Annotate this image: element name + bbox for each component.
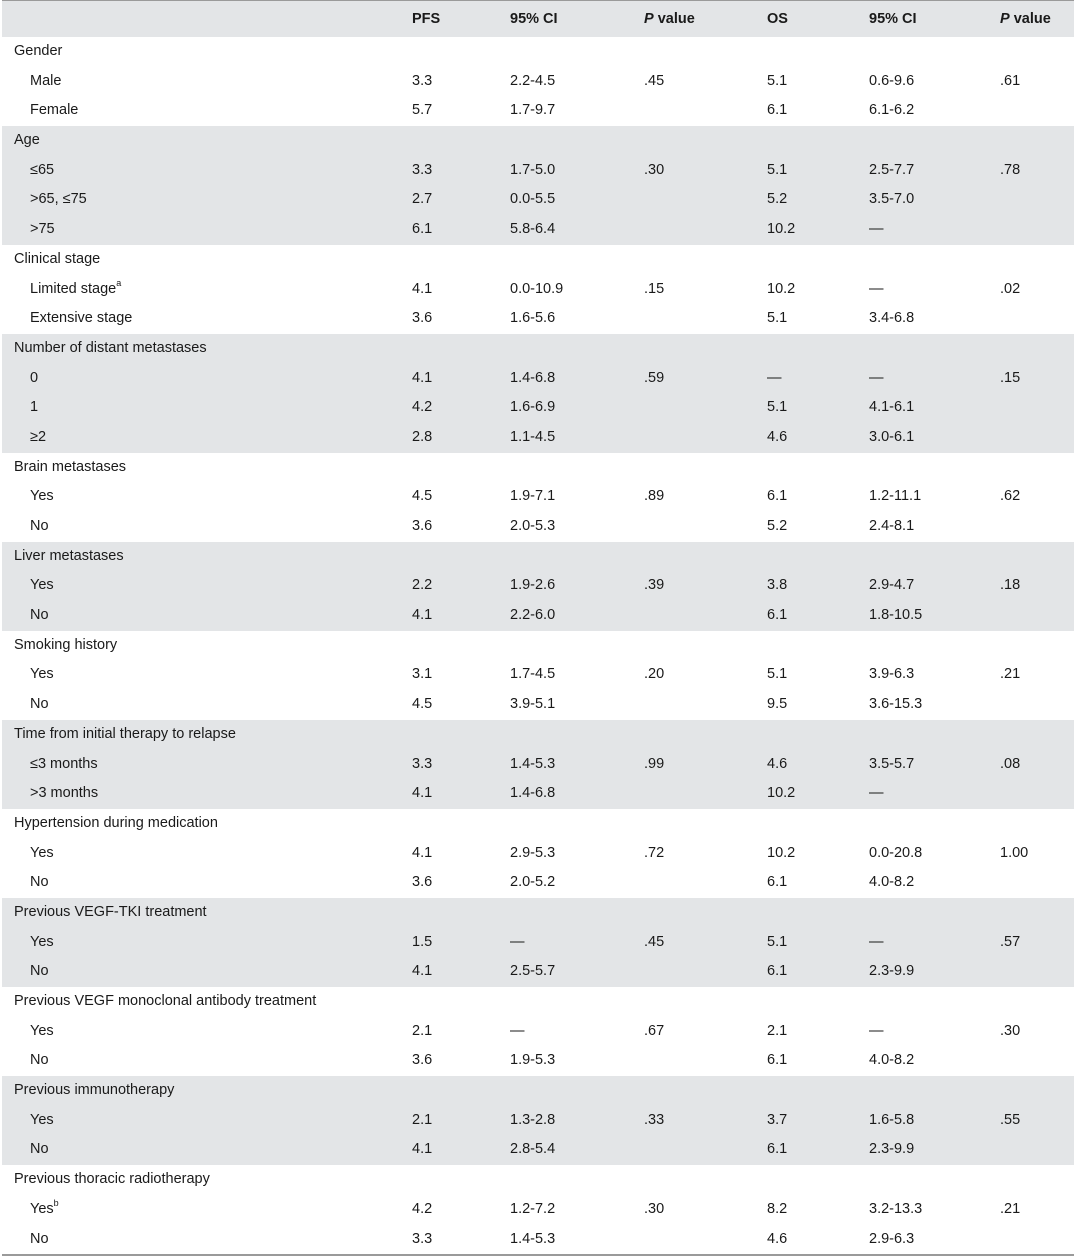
pfs-cell: 3.3 (412, 1230, 433, 1247)
os-cell: 10.2 (767, 785, 796, 802)
table-row (2, 304, 1074, 334)
pfs-p-cell: .39 (644, 577, 665, 594)
os-p-cell: .57 (1000, 933, 1021, 950)
row-label: Yes (30, 1111, 54, 1128)
pfs-ci-cell: 1.4-5.3 (510, 1230, 556, 1247)
group-title: Hypertension during medication (14, 814, 218, 831)
os-ci-cell: 3.6-15.3 (869, 696, 923, 713)
row-label-cell (30, 1046, 49, 1076)
pfs-p-cell: .89 (644, 488, 665, 505)
header-pfs-p-italic: P (644, 11, 654, 27)
row-label: Male (30, 72, 62, 89)
os-cell: 6.1 (767, 1141, 788, 1158)
table-row (2, 185, 1074, 215)
os-cell: 10.2 (767, 280, 796, 297)
pfs-ci-cell: 1.4-6.8 (510, 785, 556, 802)
table-group (2, 245, 1074, 334)
row-label-cell (30, 1017, 54, 1047)
row-label: 1 (30, 399, 39, 416)
group-title-row (2, 1165, 1074, 1195)
table-group (2, 453, 1074, 542)
table-row (2, 571, 1074, 601)
pfs-cell: 3.3 (412, 161, 433, 178)
pfs-cell: 4.1 (412, 607, 433, 624)
group-title: Previous VEGF monoclonal antibody treatment (14, 993, 317, 1009)
row-label-cell (30, 868, 49, 898)
os-cell: 6.1 (767, 102, 788, 119)
pfs-cell: 5.7 (412, 102, 433, 119)
os-ci-cell: — (869, 369, 884, 386)
header-os-p-italic: P (1000, 11, 1010, 27)
row-label-cell (30, 750, 98, 780)
row-label: No (30, 696, 49, 713)
table-row (2, 67, 1074, 97)
pfs-cell: 4.1 (412, 963, 433, 980)
pfs-cell: 4.2 (412, 399, 433, 416)
os-cell: 2.1 (767, 1022, 788, 1039)
pfs-cell: 3.6 (412, 874, 433, 891)
table-row (2, 96, 1074, 126)
row-label-cell (30, 304, 132, 334)
row-label-cell (30, 571, 54, 601)
group-title: Clinical stage (14, 250, 101, 267)
row-label: Yes (30, 933, 54, 950)
pfs-p-cell: .20 (644, 666, 665, 683)
pfs-ci-cell: 1.9-5.3 (510, 1052, 556, 1069)
pfs-ci-cell: 1.6-5.6 (510, 310, 556, 327)
group-title: Brain metastases (14, 458, 127, 475)
table-group (2, 809, 1074, 898)
os-p-cell: .21 (1000, 1200, 1021, 1217)
row-label-cell (30, 185, 87, 215)
row-label: ≥2 (30, 428, 47, 445)
group-title-row (2, 245, 1074, 275)
os-ci-cell: — (869, 221, 884, 238)
pfs-ci-cell: 1.9-7.1 (510, 488, 556, 505)
os-cell: 4.6 (767, 1230, 788, 1247)
row-label: No (30, 1141, 49, 1158)
os-cell: 5.1 (767, 310, 788, 327)
os-cell: 5.1 (767, 933, 788, 950)
table-group (2, 334, 1074, 453)
row-label: No (30, 607, 49, 624)
os-p-cell: .08 (1000, 755, 1021, 772)
os-cell: 9.5 (767, 696, 788, 713)
pfs-cell: 4.2 (412, 1200, 433, 1217)
pfs-cell: 4.1 (412, 785, 433, 802)
os-cell: 5.1 (767, 161, 788, 178)
group-title-row (2, 987, 1074, 1017)
group-title-row (2, 1076, 1074, 1106)
header-pfs-ci: 95% CI (510, 11, 558, 27)
row-label-cell (30, 364, 38, 394)
pfs-p-cell: .67 (644, 1022, 665, 1039)
row-label: >3 months (30, 785, 99, 802)
header-os-p-value (1000, 1, 1051, 37)
os-cell: 6.1 (767, 488, 788, 505)
row-label: No (30, 518, 49, 534)
pfs-cell: 3.6 (412, 518, 433, 534)
group-title-row (2, 453, 1074, 483)
row-label: >75 (30, 221, 55, 238)
table-header (2, 0, 1074, 37)
table-row (2, 868, 1074, 898)
footnote-marker: a (116, 277, 122, 288)
footnote-marker: b (53, 1197, 59, 1208)
os-cell: 5.1 (767, 72, 788, 89)
os-ci-cell: 4.0-8.2 (869, 874, 915, 891)
table-row (2, 364, 1074, 394)
pfs-cell: 3.6 (412, 310, 433, 327)
os-ci-cell: — (869, 1022, 884, 1039)
pfs-ci-cell: — (510, 933, 525, 950)
os-cell: 4.6 (767, 755, 788, 772)
table-row (2, 156, 1074, 186)
group-title-row (2, 334, 1074, 364)
row-label: No (30, 874, 49, 891)
os-cell: 5.2 (767, 518, 788, 534)
group-title: Time from initial therapy to relapse (14, 725, 236, 742)
row-label: Female (30, 102, 79, 119)
os-ci-cell: 2.9-6.3 (869, 1230, 915, 1247)
row-label: ≤65 (30, 161, 55, 178)
os-cell: 5.1 (767, 666, 788, 683)
os-cell: 3.7 (767, 1111, 788, 1128)
row-label: Limited stage (30, 280, 117, 297)
row-label-cell (30, 1195, 59, 1225)
pfs-p-cell: .45 (644, 72, 665, 89)
row-label-cell (30, 601, 49, 631)
row-label: >65, ≤75 (30, 191, 87, 208)
row-label-cell (30, 96, 78, 126)
row-label: Yes (30, 844, 54, 861)
table-row (2, 393, 1074, 423)
os-cell: 3.8 (767, 577, 788, 594)
header-os-p-rest: value (1009, 11, 1051, 27)
table-row (2, 601, 1074, 631)
pfs-cell: 3.1 (412, 666, 433, 683)
pfs-ci-cell: 1.7-4.5 (510, 666, 556, 683)
os-p-cell: .62 (1000, 488, 1021, 505)
row-label: 0 (30, 369, 39, 386)
pfs-ci-cell: 1.7-9.7 (510, 102, 556, 119)
group-title: Gender (14, 43, 63, 59)
group-title: Previous immunotherapy (14, 1082, 175, 1099)
os-p-cell: 1.00 (1000, 844, 1029, 861)
os-cell: 8.2 (767, 1200, 788, 1217)
pfs-p-cell: .30 (644, 1200, 665, 1217)
pfs-p-cell: .45 (644, 933, 665, 950)
os-cell: 10.2 (767, 844, 796, 861)
group-title: Number of distant metastases (14, 339, 207, 356)
table-row (2, 779, 1074, 809)
os-ci-cell: — (869, 280, 884, 297)
os-ci-cell: 2.9-4.7 (869, 577, 915, 594)
group-title-row (2, 542, 1074, 572)
pfs-cell: 4.5 (412, 488, 433, 505)
group-title: Liver metastases (14, 547, 124, 564)
pfs-ci-cell: 5.8-6.4 (510, 221, 556, 238)
os-cell: 6.1 (767, 963, 788, 980)
table-row (2, 660, 1074, 690)
row-label: No (30, 963, 49, 980)
pfs-cell: 3.3 (412, 72, 433, 89)
pfs-ci-cell: 2.2-4.5 (510, 72, 556, 89)
os-ci-cell: 3.2-13.3 (869, 1200, 923, 1217)
table-row (2, 839, 1074, 869)
table-group (2, 631, 1074, 720)
row-label-cell (30, 928, 54, 958)
header-pfs-p-rest: value (653, 11, 695, 27)
os-cell: 5.2 (767, 191, 788, 208)
os-ci-cell: 2.3-9.9 (869, 1141, 915, 1158)
pfs-ci-cell: 2.0-5.2 (510, 874, 556, 891)
os-ci-cell: 3.9-6.3 (869, 666, 915, 683)
pfs-p-cell: .99 (644, 755, 665, 772)
table-row (2, 750, 1074, 780)
header-pfs: PFS (412, 11, 441, 27)
group-title-row (2, 720, 1074, 750)
os-cell: 6.1 (767, 1052, 788, 1069)
survival-table (2, 0, 1074, 1256)
row-label: Yes (30, 666, 54, 683)
pfs-cell: 2.8 (412, 428, 433, 445)
pfs-cell: 6.1 (412, 221, 433, 238)
row-label-cell (30, 690, 49, 720)
os-p-cell: .78 (1000, 161, 1021, 178)
group-title-row (2, 631, 1074, 661)
pfs-cell: 4.5 (412, 696, 433, 713)
group-title: Previous thoracic radiotherapy (14, 1171, 210, 1188)
pfs-ci-cell: 1.1-4.5 (510, 428, 556, 445)
row-label: Yes (30, 1200, 54, 1217)
table-group (2, 720, 1074, 809)
pfs-p-cell: .59 (644, 369, 665, 386)
table-body (2, 37, 1074, 1254)
pfs-p-cell: .33 (644, 1111, 665, 1128)
row-label-cell (30, 779, 98, 809)
pfs-cell: 2.7 (412, 191, 433, 208)
os-ci-cell: 1.8-10.5 (869, 607, 923, 624)
os-ci-cell: 3.4-6.8 (869, 310, 915, 327)
row-label-cell (30, 482, 54, 512)
row-label: No (30, 1052, 49, 1069)
os-ci-cell: 1.6-5.8 (869, 1111, 915, 1128)
pfs-p-cell: .72 (644, 844, 665, 861)
table-group (2, 987, 1074, 1076)
row-label-cell (30, 1225, 49, 1255)
pfs-ci-cell: 0.0-10.9 (510, 280, 564, 297)
pfs-cell: 4.1 (412, 280, 433, 297)
table-row (2, 1046, 1074, 1076)
row-label-cell (30, 67, 61, 97)
os-cell: 6.1 (767, 607, 788, 624)
row-label: Extensive stage (30, 310, 133, 327)
pfs-ci-cell: 1.6-6.9 (510, 399, 556, 416)
pfs-ci-cell: 3.9-5.1 (510, 696, 556, 713)
table-row (2, 482, 1074, 512)
pfs-ci-cell: 2.2-6.0 (510, 607, 556, 624)
pfs-ci-cell: 2.0-5.3 (510, 518, 556, 534)
table-row (2, 928, 1074, 958)
row-label-cell (30, 957, 49, 987)
pfs-ci-cell: 1.3-2.8 (510, 1111, 556, 1128)
group-title: Smoking history (14, 636, 118, 653)
os-p-cell: .61 (1000, 72, 1021, 89)
header-os: OS (767, 11, 788, 27)
os-cell: — (767, 369, 782, 386)
pfs-ci-cell: 1.4-5.3 (510, 755, 556, 772)
os-p-cell: .55 (1000, 1111, 1021, 1128)
os-ci-cell: 4.1-6.1 (869, 399, 915, 416)
row-label-cell (30, 423, 46, 453)
os-ci-cell: 2.4-8.1 (869, 518, 915, 534)
pfs-p-cell: .15 (644, 280, 665, 297)
os-ci-cell: 3.0-6.1 (869, 428, 915, 445)
os-ci-cell: 3.5-7.0 (869, 191, 915, 208)
os-ci-cell: 4.0-8.2 (869, 1052, 915, 1069)
row-label-cell (30, 512, 49, 542)
os-ci-cell: 2.5-7.7 (869, 161, 915, 178)
table-row (2, 1135, 1074, 1165)
os-p-cell: .18 (1000, 577, 1021, 594)
table-row (2, 690, 1074, 720)
os-ci-cell: 1.2-11.1 (869, 488, 922, 505)
table-group (2, 1165, 1074, 1254)
table-row (2, 1017, 1074, 1047)
table-row (2, 275, 1074, 305)
row-label: ≤3 months (30, 755, 98, 772)
pfs-cell: 2.2 (412, 577, 433, 594)
row-label: Yes (30, 488, 54, 505)
pfs-cell: 3.3 (412, 755, 433, 772)
pfs-ci-cell: 1.7-5.0 (510, 161, 556, 178)
group-title: Age (14, 132, 40, 149)
os-ci-cell: 0.0-20.8 (869, 844, 923, 861)
table-group (2, 37, 1074, 126)
row-label: Yes (30, 577, 54, 594)
os-ci-cell: 3.5-5.7 (869, 755, 915, 772)
header-os-ci: 95% CI (869, 11, 917, 27)
row-label-cell (30, 839, 54, 869)
row-label: No (30, 1230, 49, 1247)
pfs-ci-cell: 2.9-5.3 (510, 844, 556, 861)
pfs-ci-cell: 1.9-2.6 (510, 577, 556, 594)
pfs-cell: 3.6 (412, 1052, 433, 1069)
table-group (2, 898, 1074, 987)
pfs-ci-cell: 2.8-5.4 (510, 1141, 556, 1158)
os-cell: 10.2 (767, 221, 796, 238)
pfs-ci-cell: 1.4-6.8 (510, 369, 556, 386)
pfs-cell: 4.1 (412, 369, 433, 386)
group-title-row (2, 898, 1074, 928)
group-title: Previous VEGF-TKI treatment (14, 903, 207, 920)
pfs-ci-cell: 1.2-7.2 (510, 1200, 556, 1217)
os-ci-cell: — (869, 933, 884, 950)
row-label-cell (30, 156, 54, 186)
pfs-p-cell: .30 (644, 161, 665, 178)
os-ci-cell: 0.6-9.6 (869, 72, 915, 89)
header-pfs-p-value (644, 1, 695, 37)
os-p-cell: .15 (1000, 369, 1021, 386)
row-label-cell (30, 275, 121, 305)
table-row (2, 423, 1074, 453)
row-label-cell (30, 1135, 49, 1165)
pfs-ci-cell: 0.0-5.5 (510, 191, 556, 208)
os-ci-cell: 6.1-6.2 (869, 102, 915, 119)
table-row (2, 957, 1074, 987)
table-group (2, 126, 1074, 245)
pfs-cell: 1.5 (412, 933, 433, 950)
table-row (2, 1225, 1074, 1255)
pfs-cell: 2.1 (412, 1111, 433, 1128)
pfs-ci-cell: — (510, 1022, 525, 1039)
os-p-cell: .30 (1000, 1022, 1021, 1039)
row-label: Yes (30, 1022, 54, 1039)
pfs-cell: 2.1 (412, 1022, 433, 1039)
os-p-cell: .02 (1000, 280, 1021, 297)
os-ci-cell: 2.3-9.9 (869, 963, 915, 980)
row-label-cell (30, 1106, 54, 1136)
table-row (2, 1106, 1074, 1136)
table-row (2, 215, 1074, 245)
group-title-row (2, 126, 1074, 156)
table-row (2, 512, 1074, 542)
os-cell: 4.6 (767, 428, 788, 445)
row-label-cell (30, 660, 54, 690)
pfs-ci-cell: 2.5-5.7 (510, 963, 556, 980)
group-title-row (2, 37, 1074, 67)
table-row (2, 1195, 1074, 1225)
row-label-cell (30, 215, 55, 245)
os-p-cell: .21 (1000, 666, 1021, 683)
row-label-cell (30, 393, 38, 423)
pfs-cell: 4.1 (412, 1141, 433, 1158)
group-title-row (2, 809, 1074, 839)
os-ci-cell: — (869, 785, 884, 802)
os-cell: 5.1 (767, 399, 788, 416)
os-cell: 6.1 (767, 874, 788, 891)
table-group (2, 542, 1074, 631)
pfs-cell: 4.1 (412, 844, 433, 861)
table-group (2, 1076, 1074, 1165)
